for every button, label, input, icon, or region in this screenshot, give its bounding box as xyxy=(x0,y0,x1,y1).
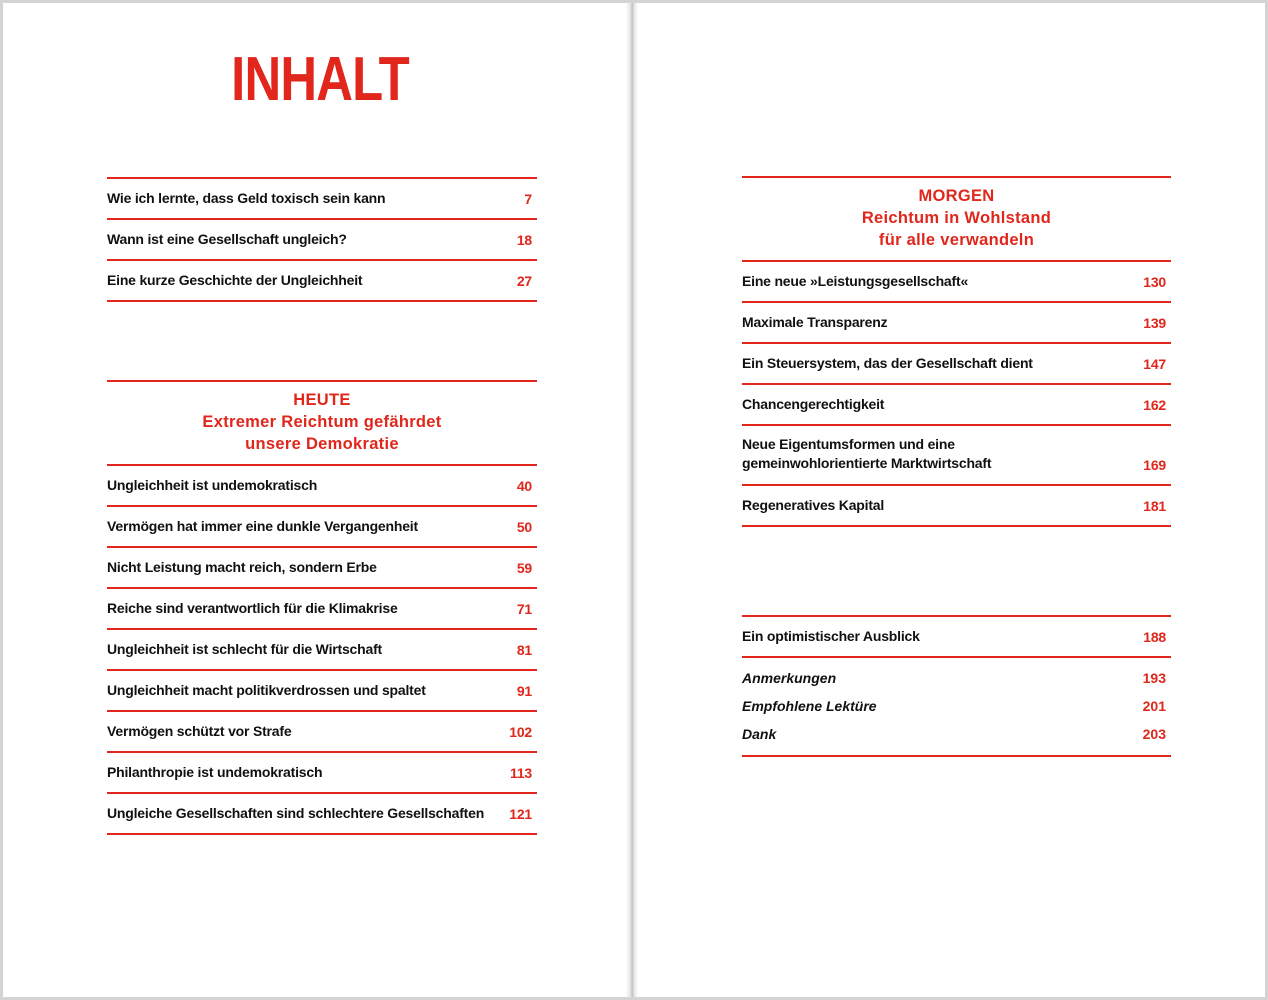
heute-section xyxy=(107,380,537,835)
entry-title: Ein optimistischer Ausblick xyxy=(742,628,920,644)
toc-entry[interactable] xyxy=(742,385,1171,426)
entry-title-line: gemeinwohlorientierte Marktwirtschaft xyxy=(742,455,992,471)
toc-entry[interactable] xyxy=(107,712,537,753)
entry-title xyxy=(742,435,991,473)
entry-page: 193 xyxy=(1142,670,1166,686)
entry-title: Wie ich lernte, dass Geld toxisch sein kann xyxy=(107,190,386,206)
entry-page: 59 xyxy=(516,559,532,576)
section-heading xyxy=(742,178,1171,262)
entry-page: 201 xyxy=(1142,698,1166,714)
book-gutter xyxy=(626,3,638,997)
entry-title: Eine neue »Leistungsgesellschaft« xyxy=(742,273,969,289)
appendix-entry[interactable] xyxy=(742,692,1171,720)
entry-title: Dank xyxy=(742,725,777,742)
toc-entry[interactable] xyxy=(107,220,537,261)
toc-entry[interactable] xyxy=(107,589,537,630)
entry-page: 40 xyxy=(516,477,532,494)
entry-title: Maximale Transparenz xyxy=(742,314,888,330)
morgen-section xyxy=(742,176,1171,527)
entry-title: Ungleichheit macht politikverdrossen und spaltet xyxy=(107,682,426,698)
entry-title: Ungleichheit ist schlecht für die Wirtschaft xyxy=(107,641,383,657)
entry-page: 181 xyxy=(1143,497,1166,514)
entry-page: 147 xyxy=(1143,355,1166,372)
toc-entry[interactable] xyxy=(742,303,1171,344)
toc-entry[interactable] xyxy=(742,262,1171,303)
entry-title: Ungleiche Gesellschaften sind schlechtere Gesellschaften xyxy=(107,805,485,821)
entry-title: Empfohlene Lektüre xyxy=(742,697,877,714)
appendix-entry[interactable] xyxy=(742,664,1171,692)
entry-page: 169 xyxy=(1143,457,1166,473)
toc-entry[interactable] xyxy=(107,630,537,671)
toc-entry[interactable] xyxy=(107,753,537,794)
toc-entry[interactable] xyxy=(107,671,537,712)
entry-page: 188 xyxy=(1143,628,1166,645)
section-subtitle: unsere Demokratie xyxy=(245,435,399,453)
entry-page: 162 xyxy=(1143,396,1166,413)
appendix-entry[interactable] xyxy=(742,720,1171,748)
entry-page: 91 xyxy=(516,682,532,699)
entry-title: Anmerkungen xyxy=(742,669,837,686)
toc-entry[interactable] xyxy=(107,548,537,589)
entry-title: Reiche sind verantwortlich für die Klimakrise xyxy=(107,600,398,616)
entry-title: Vermögen schützt vor Strafe xyxy=(107,723,292,739)
toc-entry[interactable] xyxy=(107,794,537,835)
toc-entry[interactable] xyxy=(742,617,1171,658)
outlook-section xyxy=(742,615,1171,757)
entry-page: 102 xyxy=(509,723,532,740)
toc-entry[interactable] xyxy=(742,344,1171,385)
entry-page: 81 xyxy=(516,641,532,658)
entry-page: 7 xyxy=(524,190,532,207)
toc-entry[interactable] xyxy=(107,466,537,507)
entry-title: Nicht Leistung macht reich, sondern Erbe xyxy=(107,559,377,575)
entry-title: Eine kurze Geschichte der Ungleichheit xyxy=(107,272,363,288)
entry-page: 139 xyxy=(1143,314,1166,331)
entry-page: 27 xyxy=(516,272,532,289)
entry-page: 18 xyxy=(516,231,532,248)
entry-title: Vermögen hat immer eine dunkle Vergangenheit xyxy=(107,518,418,534)
entry-page: 203 xyxy=(1142,726,1166,742)
toc-entry[interactable] xyxy=(742,486,1171,527)
entry-title: Wann ist eine Gesellschaft ungleich? xyxy=(107,231,347,247)
toc-entry[interactable] xyxy=(107,179,537,220)
toc-entry[interactable] xyxy=(742,426,1171,486)
appendix-list xyxy=(742,658,1171,757)
entry-title: Ein Steuersystem, das der Gesellschaft dient xyxy=(742,355,1033,371)
toc-heading: INHALT xyxy=(231,45,409,114)
section-label: HEUTE xyxy=(293,391,351,409)
section-heading xyxy=(107,382,537,466)
section-subtitle: Reichtum in Wohlstand xyxy=(861,209,1052,227)
entry-page: 50 xyxy=(516,518,532,535)
toc-entry[interactable] xyxy=(107,507,537,548)
entry-title: Ungleichheit ist undemokratisch xyxy=(107,477,318,493)
entry-title-line: Neue Eigentumsformen und eine xyxy=(742,436,955,452)
section-label: MORGEN xyxy=(918,187,995,205)
entry-page: 121 xyxy=(509,805,532,822)
entry-title: Chancengerechtigkeit xyxy=(742,396,885,412)
section-subtitle: Extremer Reichtum gefährdet xyxy=(202,413,442,431)
entry-page: 130 xyxy=(1143,273,1166,290)
entry-title: Regeneratives Kapital xyxy=(742,497,885,513)
intro-section xyxy=(107,177,537,302)
entry-page: 113 xyxy=(510,764,532,781)
toc-entry[interactable] xyxy=(107,261,537,302)
entry-page: 71 xyxy=(516,600,532,617)
entry-title: Philanthropie ist undemokratisch xyxy=(107,764,323,780)
section-subtitle: für alle verwandeln xyxy=(878,231,1035,249)
